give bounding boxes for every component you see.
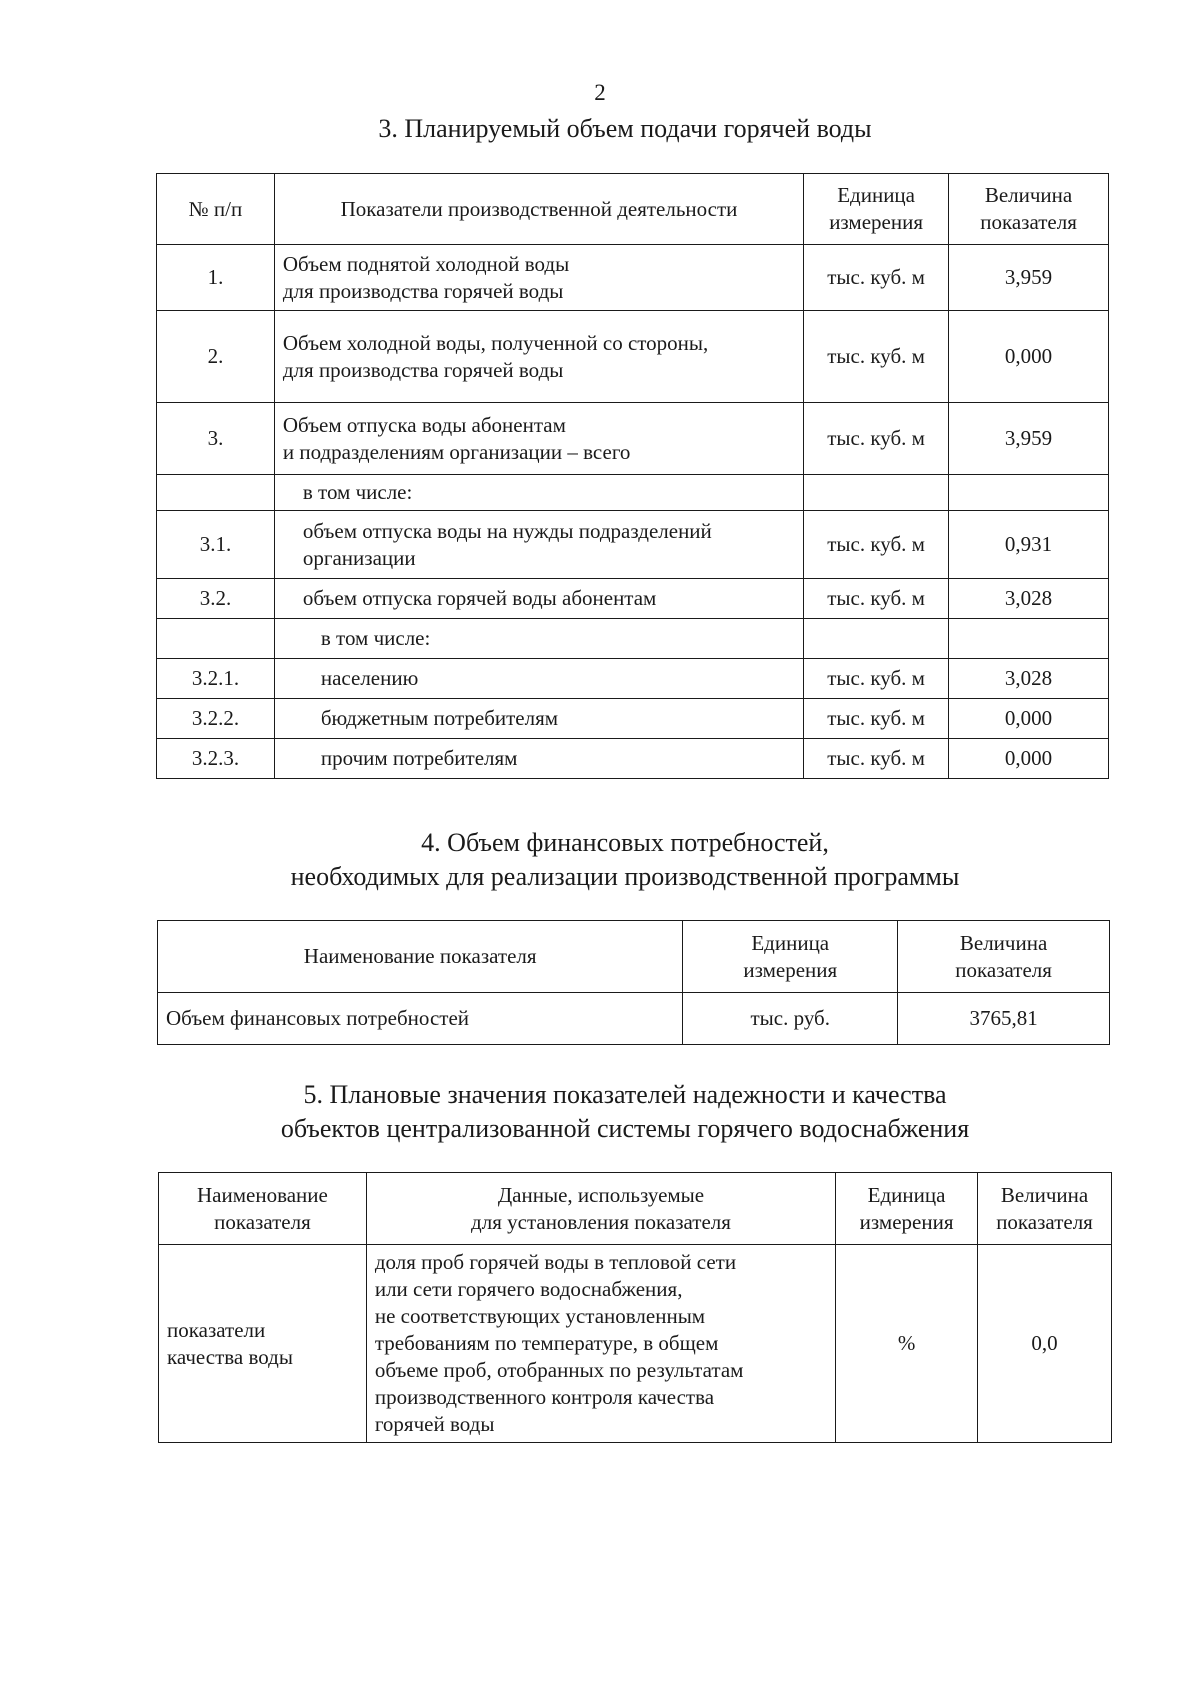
row-unit: тыс. куб. м xyxy=(804,579,949,619)
header-indicator: Показатели производственной деятельности xyxy=(274,174,803,245)
row-num xyxy=(157,475,275,511)
row-value: 3765,81 xyxy=(898,993,1110,1045)
table-row xyxy=(157,475,1109,511)
row-unit: тыс. куб. м xyxy=(804,699,949,739)
row-unit: тыс. куб. м xyxy=(804,403,949,475)
row-indicator: Объем поднятой холодной воды для производства горячей воды xyxy=(274,245,803,311)
table-header-row xyxy=(157,174,1109,245)
row-name: Объем финансовых потребностей xyxy=(158,993,683,1045)
section4-title-line1: 4. Объем финансовых потребностей, xyxy=(421,828,829,857)
row-value: 3,959 xyxy=(949,245,1109,311)
row-indicator: объем отпуска горячей воды абонентам xyxy=(274,579,803,619)
table-row xyxy=(157,579,1109,619)
row-value: 0,931 xyxy=(949,511,1109,579)
row-value: 0,000 xyxy=(949,311,1109,403)
row-indicator: в том числе: xyxy=(274,475,803,511)
header-name: Наименование показателя xyxy=(158,921,683,993)
row-unit: тыс. куб. м xyxy=(804,311,949,403)
row-indicator: Объем отпуска воды абонентам и подразделениям организации – всего xyxy=(274,403,803,475)
row-indicator: объем отпуска воды на нужды подразделений организации xyxy=(274,511,803,579)
row-value: 0,000 xyxy=(949,739,1109,779)
row-num: 3.2.2. xyxy=(157,699,275,739)
table-header-row xyxy=(158,921,1110,993)
header-data: Данные, используемые для установления показателя xyxy=(366,1173,835,1245)
row-value: 3,028 xyxy=(949,579,1109,619)
row-num: 2. xyxy=(157,311,275,403)
table-header-row xyxy=(159,1173,1112,1245)
section5-title-line2: объектов централизованной системы горячего водоснабжения xyxy=(280,1114,970,1143)
header-unit: Единица измерения xyxy=(836,1173,978,1245)
section3-title: 3. Планируемый объем подачи горячей воды xyxy=(378,114,872,143)
table-row xyxy=(158,993,1110,1045)
row-indicator: в том числе: xyxy=(274,619,803,659)
row-indicator: Объем холодной воды, полученной со стороны, для производства горячей воды xyxy=(274,311,803,403)
table-row xyxy=(157,739,1109,779)
row-data: доля проб горячей воды в тепловой сети или сети горячего водоснабжения, не соответствующих установленным требованиям по температуре, в общем объеме проб, отобранных по результатам производственного контроля качества горячей воды xyxy=(366,1245,835,1443)
row-value: 3,959 xyxy=(949,403,1109,475)
row-indicator: населению xyxy=(274,659,803,699)
row-unit: тыс. куб. м xyxy=(804,511,949,579)
row-indicator: прочим потребителям xyxy=(274,739,803,779)
header-num: № п/п xyxy=(157,174,275,245)
section5-title-line1: 5. Плановые значения показателей надежности и качества xyxy=(303,1080,947,1109)
section4-table xyxy=(157,920,1110,1045)
row-value: 3,028 xyxy=(949,659,1109,699)
row-num xyxy=(157,619,275,659)
row-name: показатели качества воды xyxy=(159,1245,367,1443)
row-value xyxy=(949,475,1109,511)
row-unit: % xyxy=(836,1245,978,1443)
row-unit xyxy=(804,475,949,511)
section3-table xyxy=(156,173,1109,779)
table-row xyxy=(157,403,1109,475)
table-row xyxy=(157,699,1109,739)
row-unit: тыс. куб. м xyxy=(804,739,949,779)
row-unit: тыс. куб. м xyxy=(804,245,949,311)
row-num: 3.1. xyxy=(157,511,275,579)
row-num: 3. xyxy=(157,403,275,475)
table-row xyxy=(159,1245,1112,1443)
row-value: 0,000 xyxy=(949,699,1109,739)
row-unit: тыс. руб. xyxy=(683,993,898,1045)
table-row xyxy=(157,311,1109,403)
row-num: 3.2.1. xyxy=(157,659,275,699)
row-num: 3.2.3. xyxy=(157,739,275,779)
row-indicator: бюджетным потребителям xyxy=(274,699,803,739)
table-row xyxy=(157,511,1109,579)
row-value: 0,0 xyxy=(978,1245,1112,1443)
row-value xyxy=(949,619,1109,659)
header-name: Наименование показателя xyxy=(159,1173,367,1245)
table-row xyxy=(157,619,1109,659)
section5-table xyxy=(158,1172,1112,1443)
table-row xyxy=(157,659,1109,699)
row-unit xyxy=(804,619,949,659)
row-unit: тыс. куб. м xyxy=(804,659,949,699)
header-unit: Единица измерения xyxy=(683,921,898,993)
table-row xyxy=(157,245,1109,311)
row-num: 1. xyxy=(157,245,275,311)
page-number: 2 xyxy=(594,80,606,105)
header-unit: Единица измерения xyxy=(804,174,949,245)
header-value: Величина показателя xyxy=(898,921,1110,993)
header-value: Величина показателя xyxy=(978,1173,1112,1245)
header-value: Величина показателя xyxy=(949,174,1109,245)
section4-title-line2: необходимых для реализации производственной программы xyxy=(290,862,960,891)
row-num: 3.2. xyxy=(157,579,275,619)
